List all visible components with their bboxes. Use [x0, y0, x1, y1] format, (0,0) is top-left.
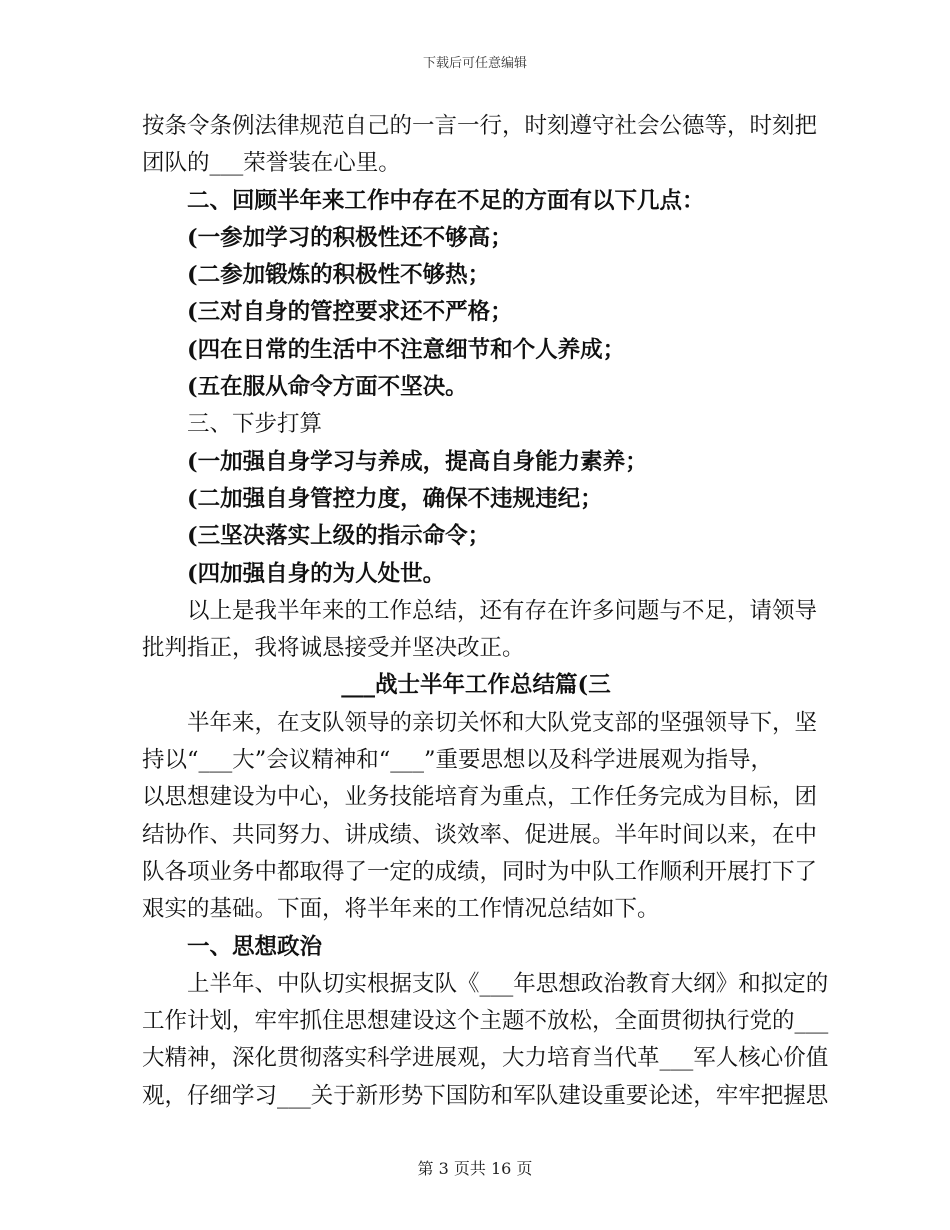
- section-heading: 二、回顾半年来工作中存在不足的方面有以下几点：: [187, 187, 705, 214]
- body-line: 半年来，在支队领导的亲切关怀和大队党支部的坚强领导下，坚: [187, 709, 818, 736]
- section-heading: 一、思想政治: [187, 933, 323, 960]
- list-item: (五在服从命令方面不坚决。: [187, 374, 468, 401]
- article-title: ___战士半年工作总结篇(三: [341, 672, 611, 699]
- body-line: 工作计划，牢牢抓住思想建设这个主题不放松，全面贯彻执行党的___: [142, 1008, 829, 1035]
- body-line: 批判指正，我将诚恳接受并坚决改正。: [142, 635, 525, 662]
- body-line: 按条令条例法律规范自己的一言一行，时刻遵守社会公德等，时刻把: [142, 113, 818, 139]
- body-line: 团队的___荣誉装在心里。: [142, 150, 401, 177]
- list-item: (一参加学习的积极性还不够高；: [187, 224, 513, 251]
- list-item: (二加强自身管控力度，确保不违规违纪；: [187, 485, 603, 512]
- list-item: (四加强自身的为人处世。: [187, 560, 446, 587]
- section-heading: 三、下步打算: [187, 411, 323, 438]
- page-footer: 第 3 页共 16 页: [417, 1159, 533, 1178]
- body-line: 观，仔细学习___关于新形势下国防和军队建设重要论述，牢牢把握思: [142, 1082, 829, 1109]
- body-line: 以上是我半年来的工作总结，还有存在许多问题与不足，请领导: [187, 597, 818, 624]
- list-item: (一加强自身学习与养成，提高自身能力素养；: [187, 448, 648, 475]
- list-item: (三坚决落实上级的指示命令；: [187, 523, 491, 550]
- document-body: [142, 108, 829, 1115]
- body-line: 大精神，深化贯彻落实科学进展观，大力培育当代革___军人核心价值: [142, 1045, 829, 1072]
- page-header: 下载后可任意编辑: [422, 56, 527, 71]
- body-line: 以思想建设为中心，业务技能培育为重点，工作任务完成为目标，团: [142, 784, 818, 811]
- list-item: (四在日常的生活中不注意细节和个人养成；: [187, 336, 626, 363]
- list-item: (三对自身的管控要求还不严格；: [187, 299, 513, 326]
- body-line: 结协作、共同努力、讲成绩、谈效率、促进展。半年时间以来，在中: [142, 821, 818, 848]
- body-line: 艰实的基础。下面，将半年来的工作情况总结如下。: [142, 896, 660, 923]
- body-line: 上半年、中队切实根据支队《___年思想政治教育大纲》和拟定的: [187, 970, 829, 997]
- list-item: (二参加锻炼的积极性不够热；: [187, 262, 491, 289]
- body-line: 队各项业务中都取得了一定的成绩，同时为中队工作顺利开展打下了: [142, 858, 818, 885]
- body-line: 持以“___大”会议精神和“___”重要思想以及科学进展观为指导，: [142, 747, 774, 774]
